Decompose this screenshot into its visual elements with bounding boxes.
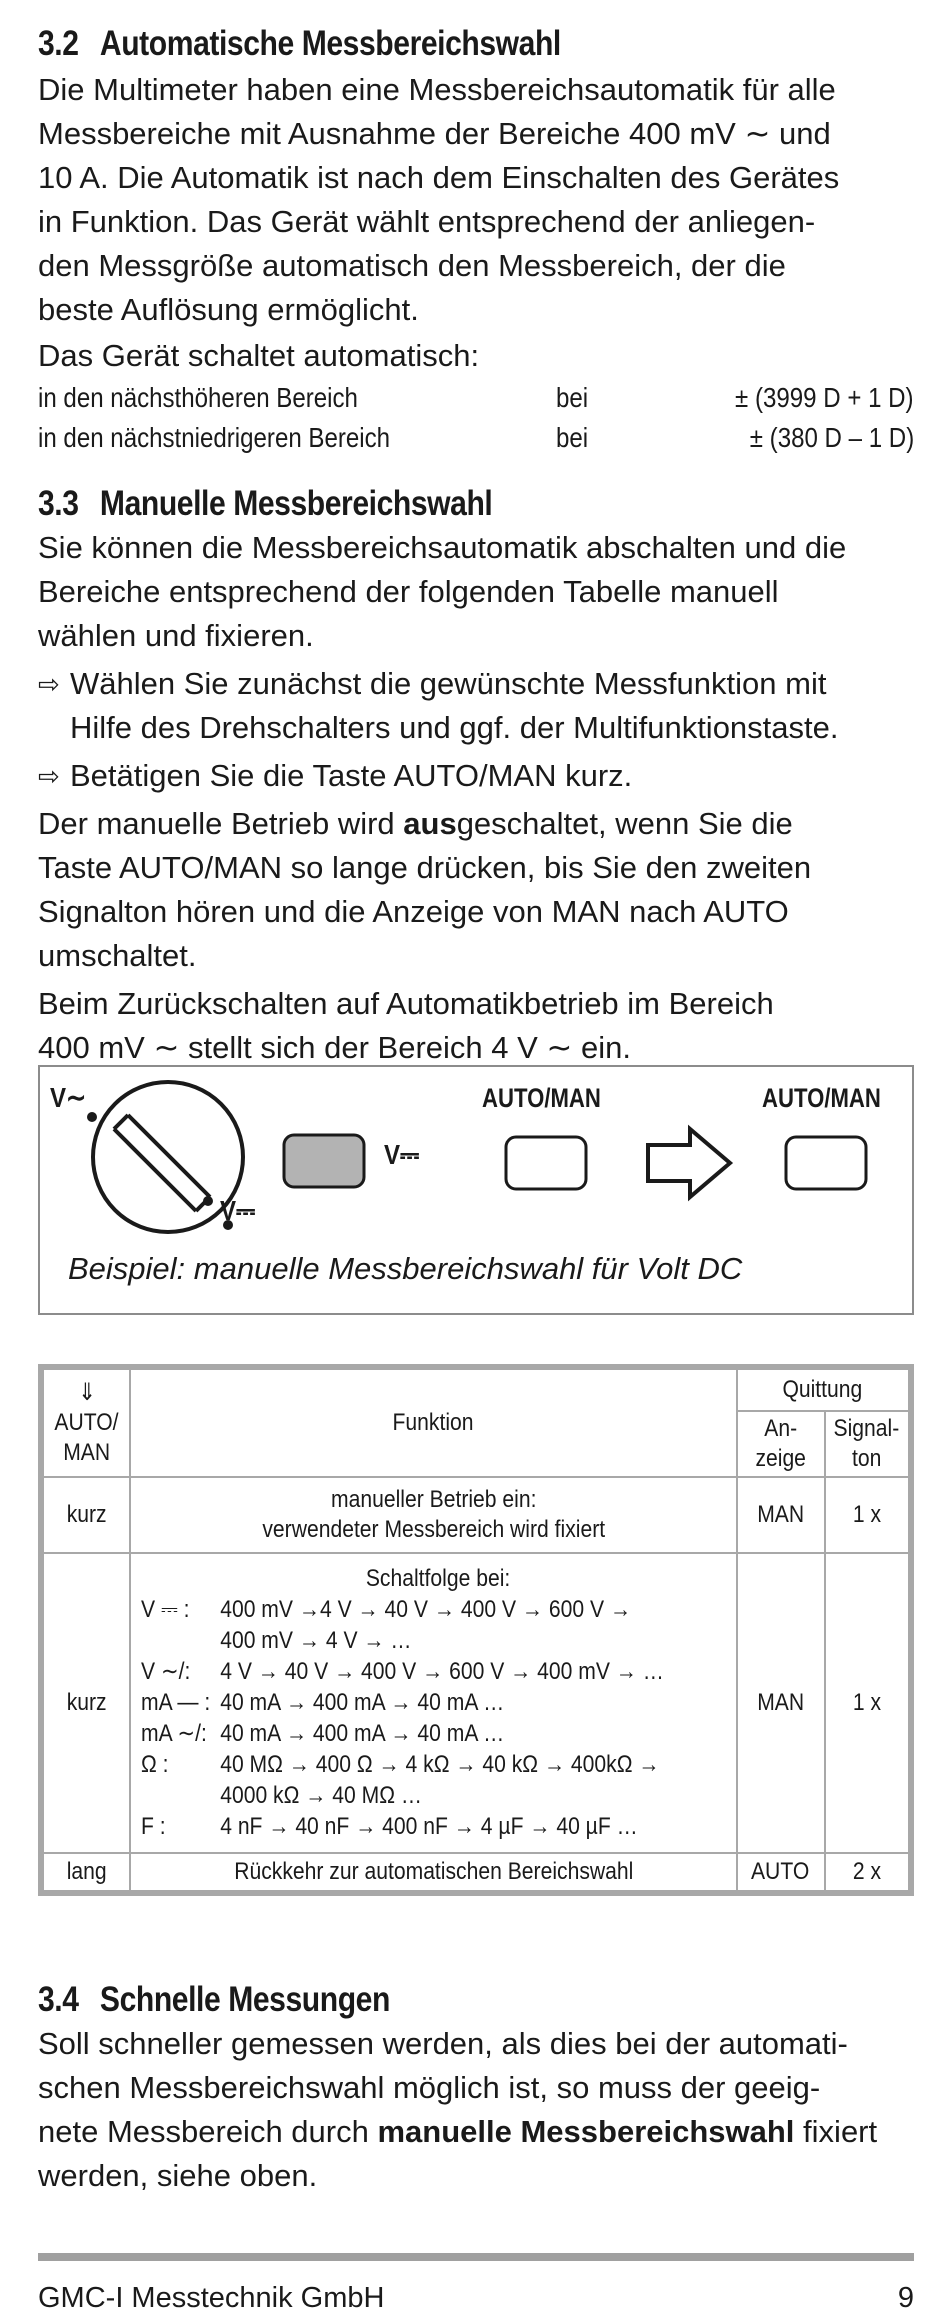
dial-label-bottom: V⎓ (220, 1195, 256, 1226)
paragraph: Der manuelle Betrieb wird ausgeschaltet, wenn Sie die Taste AUTO/MAN so lange drücken, bis Sie den zweiten Signalton hören und die Anzeige von MAN nach AUTO umschaltet. (38, 806, 812, 973)
auto-man-button-icon (786, 1137, 866, 1189)
table-header-cell: Signal- ton (825, 1411, 911, 1477)
instruction-step: ⇨ Wählen Sie zunächst die gewünschte Messfunktion mit Hilfe des Drehschalters und ggf. der Multifunktionstaste. (38, 662, 914, 750)
arrow-right-icon (648, 1129, 730, 1197)
table-row: kurz Schaltfolge bei: V ⎓ : 400 mV →4 V → 40 V → 400 V → 600 V → 400 mV → 4 V → … V ∼/: 4 V → 40 V → 400 V → 600 V → 400 mV → … mA — : 40 mA → 400 mA → 40 mA … mA ∼/: 40 mA → 400 mA → 40 mA … Ω : 40 MΩ → 400 Ω → 4 kΩ → 40 kΩ → 400kΩ → 4000 kΩ → 40 MΩ … F : 4 nF → 40 nF → 400 nF → 4 µF → 40 µF … MAN 1 x (41, 1553, 911, 1853)
function-table (38, 1364, 914, 1896)
button-label: V⎓ (384, 1139, 420, 1170)
switch-row: in den nächstniedrigeren Bereich bei ± (380 D – 1 D) (38, 422, 914, 453)
footer-company: GMC-I Messtechnik GmbH (38, 2282, 385, 2314)
paragraph: Sie können die Messbereichsautomatik abschalten und die Bereiche entsprechend der folgenden Tabelle manuell wählen und fixieren. (38, 530, 847, 653)
example-figure (38, 1065, 914, 1315)
arrow-icon: ⇨ (38, 669, 60, 699)
instruction-step: ⇨ Betätigen Sie die Taste AUTO/MAN kurz. (38, 754, 914, 798)
table-header-cell: Quittung (737, 1367, 911, 1411)
function-button-icon (284, 1135, 364, 1187)
figure-caption: Beispiel: manuelle Messbereichswahl für Volt DC (68, 1251, 743, 1286)
table-row: kurz manueller Betrieb ein: verwendeter Messbereich wird fixiert MAN 1 x (41, 1477, 911, 1553)
table-header-cell: ⇓ AUTO/ MAN (41, 1367, 130, 1477)
auto-man-button-icon (506, 1137, 586, 1189)
arrow-icon: ⇨ (38, 761, 60, 791)
page-number: 9 (897, 2282, 914, 2314)
table-row: lang Rückkehr zur automatischen Bereichswahl AUTO 2 x (41, 1853, 911, 1893)
section-3-4 (38, 1978, 914, 2198)
table-header-cell: Funktion (130, 1367, 736, 1477)
paragraph: Soll schneller gemessen werden, als dies bei der automati- schen Messbereichswahl möglich ist, so muss der geeig- nete Messbereich durch manuelle Messbereichswahl fixiert werden, siehe oben. (38, 2026, 878, 2193)
paragraph: Die Multimeter haben eine Messbereichsautomatik für alle Messbereiche mit Ausnahme der Bereiche 400 mV ∼ und 10 A. Die Automatik ist nach dem Einschalten des Gerätes in Funktion. Das Gerät wählt entsprechend der anliegen- den Messgröße automatisch den Messbereich, der die beste Auflösung ermöglicht. (38, 72, 840, 327)
auto-man-label: AUTO/MAN (482, 1083, 601, 1113)
paragraph: Das Gerät schaltet automatisch: (38, 338, 480, 373)
switch-row: in den nächsthöheren Bereich bei ± (3999 D + 1 D) (38, 382, 914, 413)
section-heading: 3.3 Manuelle Messbereichswahl (38, 484, 493, 523)
table-header-cell: An- zeige (737, 1411, 825, 1477)
section-3-3 (38, 482, 914, 1070)
paragraph: Beim Zurückschalten auf Automatikbetrieb im Bereich 400 mV ∼ stellt sich der Bereich 4 V ∼ ein. (38, 986, 774, 1065)
dial-label-top: V∼ (50, 1082, 87, 1113)
section-heading: 3.2 Automatische Messbereichswahl (38, 24, 561, 63)
auto-man-label: AUTO/MAN (762, 1083, 881, 1113)
section-3-2 (38, 22, 914, 458)
footer-rule (38, 2253, 914, 2261)
section-heading: 3.4 Schnelle Messungen (38, 1980, 390, 2019)
